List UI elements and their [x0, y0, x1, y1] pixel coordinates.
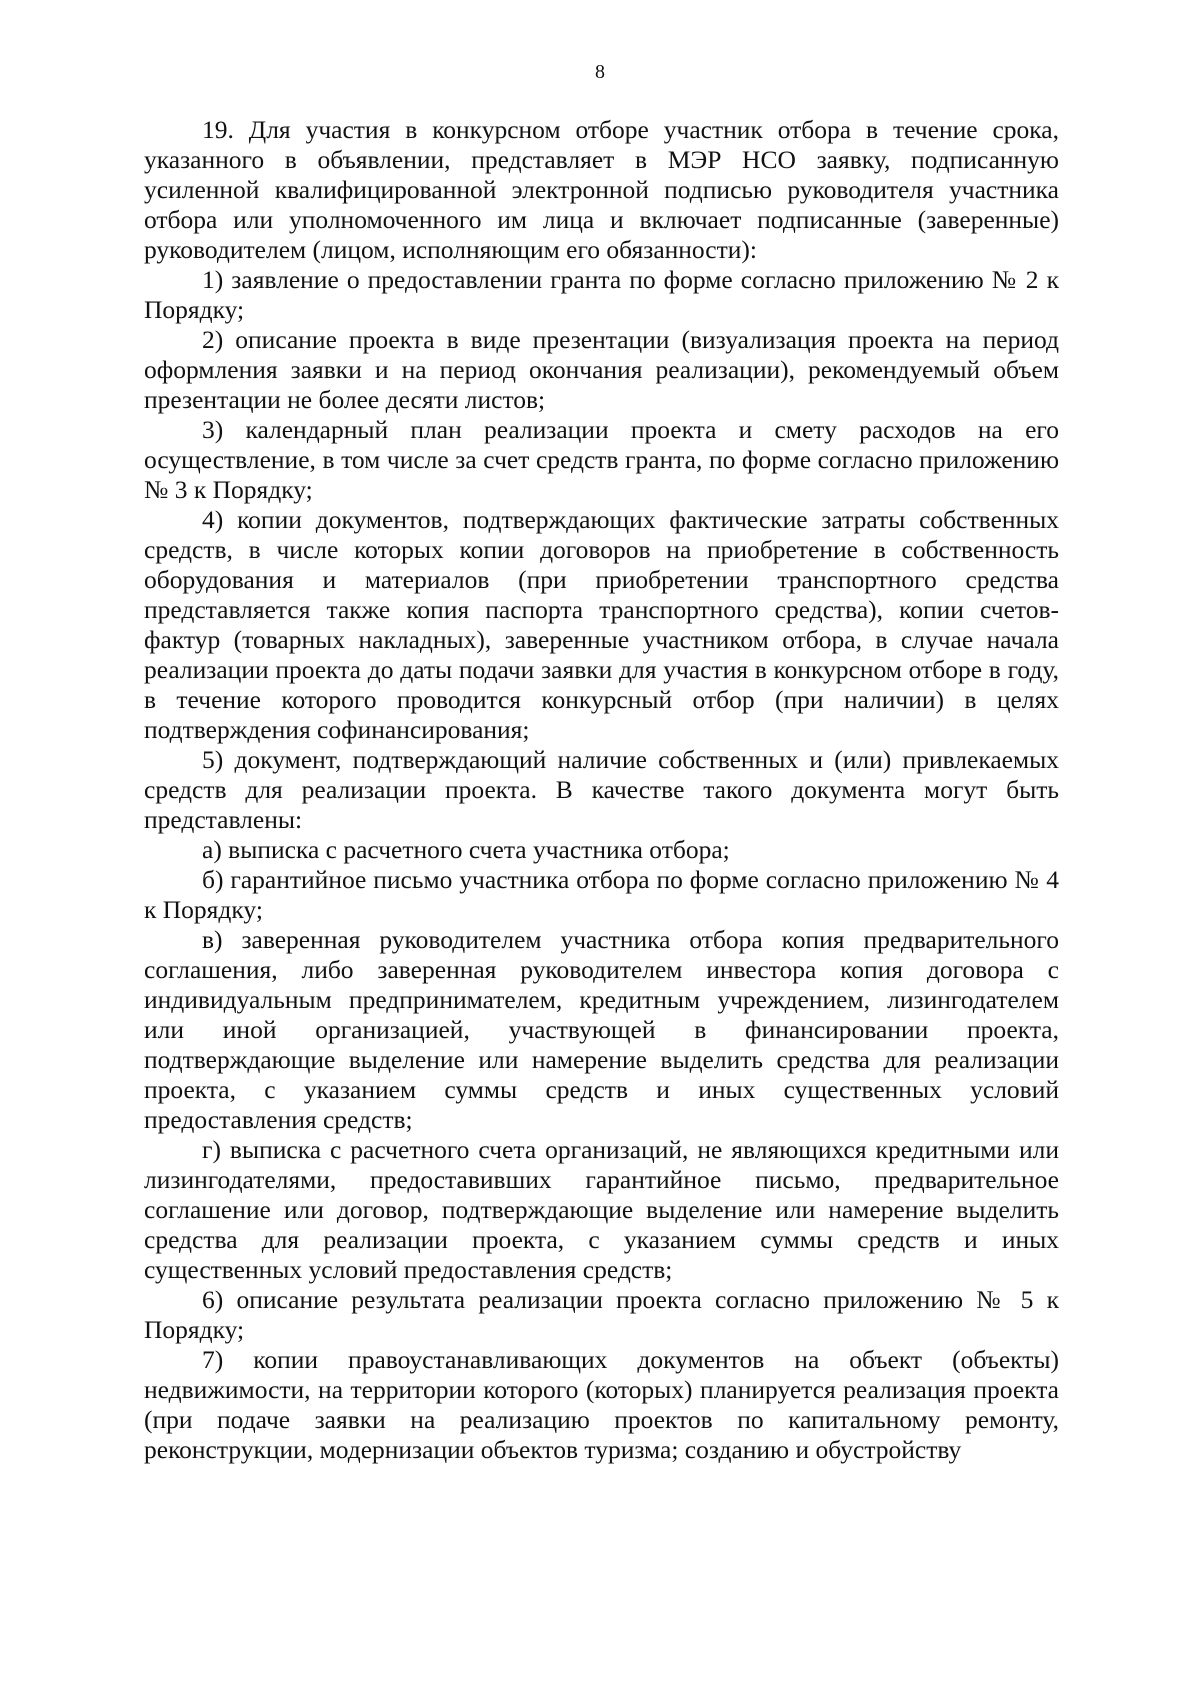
- list-item-3: 3) календарный план реализации проекта и смету расходов на его осуществление, в том числе за счет средств гранта, по форме согласно приложению № 3 к Порядку;: [144, 415, 1059, 504]
- list-item-6: 6) описание результата реализации проекта согласно приложению № 5 к Порядку;: [144, 1285, 1059, 1344]
- list-item-2: 2) описание проекта в виде презентации (визуализация проекта на период оформления заявки и на период окончания реализации), рекомендуемый объем презентации не более десяти листов;: [144, 325, 1059, 414]
- paragraph-19-intro: 19. Для участия в конкурсном отборе участник отбора в течение срока, указанного в объявлении, представляет в МЭР НСО заявку, подписанную усиленной квалифицированной электронной подписью руководителя участника отбора или уполномоченного им лица и включает подписанные (заверенные) руководителем (лицом, исполняющим его обязанности):: [144, 115, 1059, 264]
- document-body: [144, 115, 1059, 1465]
- sub-item-a: а) выписка с расчетного счета участника отбора;: [202, 835, 730, 864]
- list-item-5: 5) документ, подтверждающий наличие собственных и (или) привлекаемых средств для реализации проекта. В качестве такого документа могут быть представлены:: [144, 745, 1059, 834]
- sub-item-g: г) выписка с расчетного счета организаций, не являющихся кредитными или лизингодателями, предоставивших гарантийное письмо, предварительное соглашение или договор, подтверждающие выделение или намерение выделить средства для реализации проекта, с указанием суммы средств и иных существенных условий предоставления средств;: [144, 1135, 1059, 1284]
- sub-item-v: в) заверенная руководителем участника отбора копия предварительного соглашения, либо заверенная руководителем инвестора копия договора с индивидуальным предпринимателем, кредитным учреждением, лизингодателем или иной организацией, участвующей в финансировании проекта, подтверждающие выделение или намерение выделить средства для реализации проекта, с указанием суммы средств и иных существенных условий предоставления средств;: [144, 925, 1059, 1134]
- list-item-1: 1) заявление о предоставлении гранта по форме согласно приложению № 2 к Порядку;: [144, 265, 1059, 324]
- page-number: 8: [595, 61, 605, 83]
- sub-item-b: б) гарантийное письмо участника отбора по форме согласно приложению № 4 к Порядку;: [144, 865, 1059, 924]
- list-item-7: 7) копии правоустанавливающих документов на объект (объекты) недвижимости, на территории которого (которых) планируется реализация проекта (при подаче заявки на реализацию проектов по капитальному ремонту, реконструкции, модернизации объектов туризма; созданию и обустройству: [144, 1345, 1059, 1464]
- list-item-4: 4) копии документов, подтверждающих фактические затраты собственных средств, в числе которых копии договоров на приобретение в собственность оборудования и материалов (при приобретении транспортного средства представляется также копия паспорта транспортного средства), копии счетов-фактур (товарных накладных), заверенные участником отбора, в случае начала реализации проекта до даты подачи заявки для участия в конкурсном отборе в году, в течение которого проводится конкурсный отбор (при наличии) в целях подтверждения софинансирования;: [144, 505, 1059, 744]
